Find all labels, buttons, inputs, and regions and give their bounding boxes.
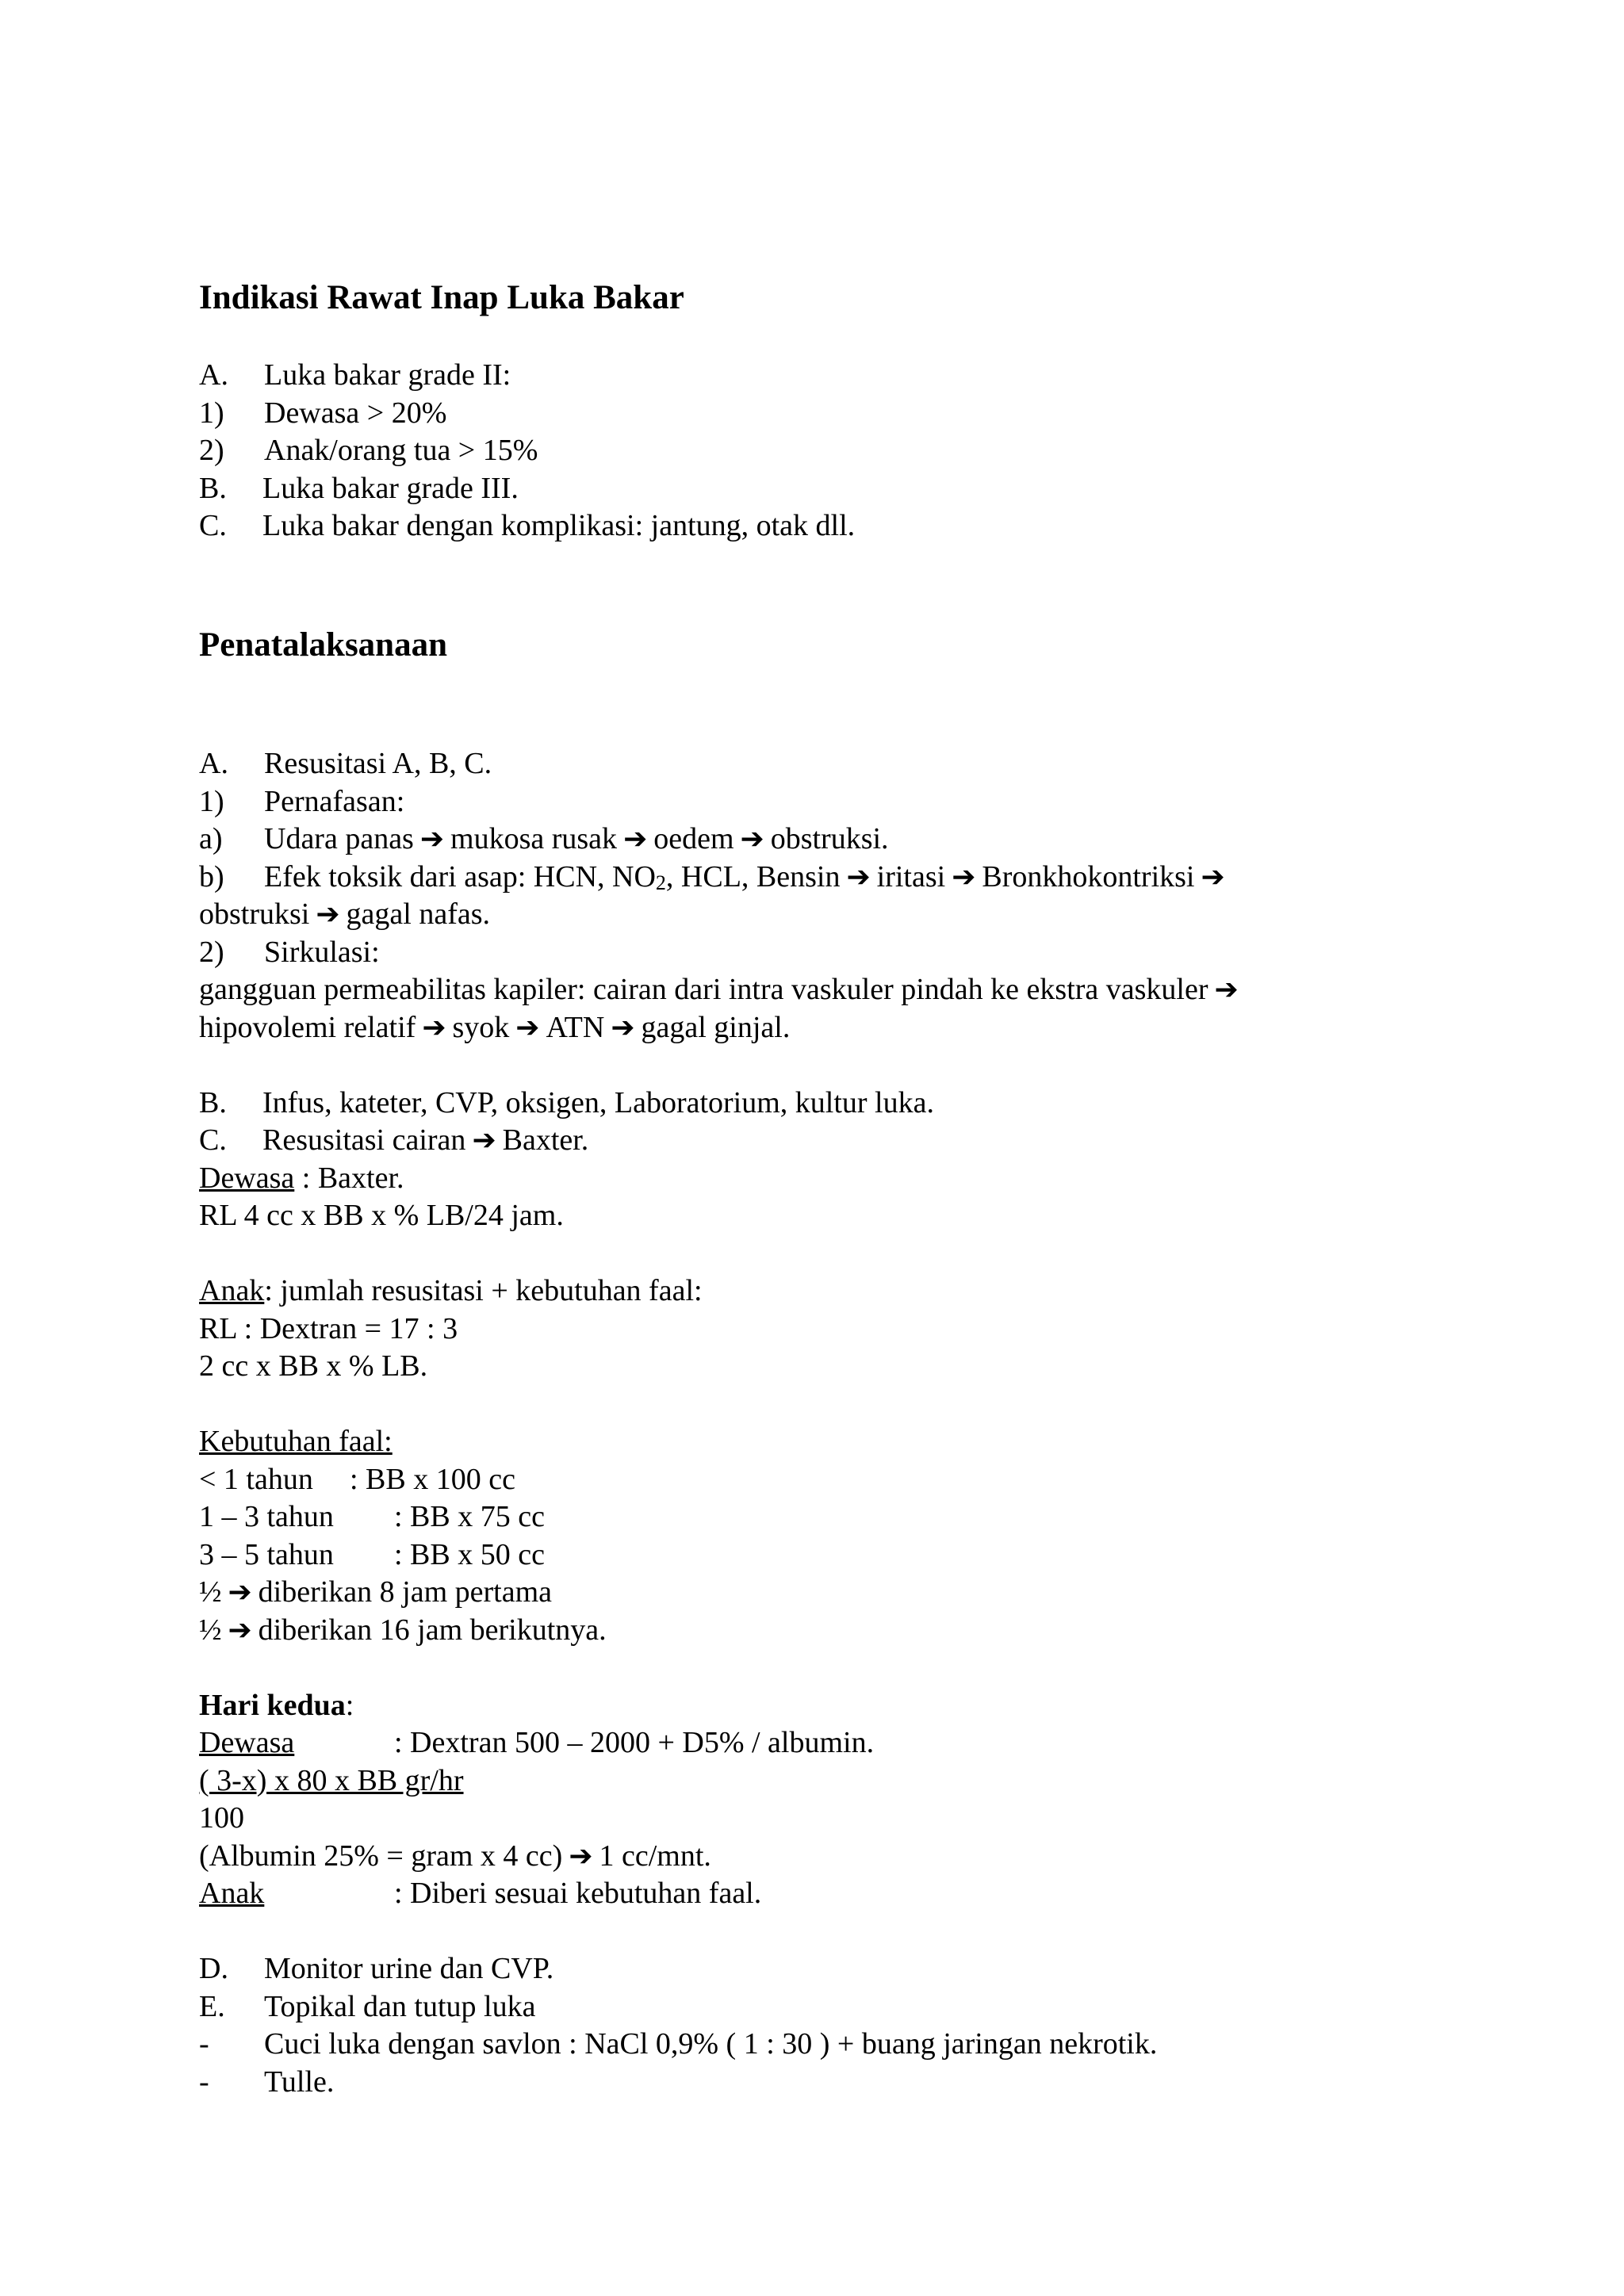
arrow-right-icon: ➔ [611,1011,635,1044]
day2-dewasa: Dewasa : Dextran 500 – 2000 + D5% / albumin. [199,1726,875,1759]
faal-title: Kebutuhan faal: [199,1425,393,1458]
faal-row: < 1 tahun : BB x 100 cc [199,1462,515,1496]
day2-formula-denominator: 100 [199,1801,244,1835]
arrow-right-icon: ➔ [740,823,764,855]
circulation-line-1: gangguan permeabilitas kapiler: cairan dari intra vaskuler pindah ke ekstra vaskuler ➔ [199,971,1436,1009]
arrow-right-icon: ➔ [422,1011,446,1044]
item-e: E. Topikal dan tutup luka [199,1989,536,2023]
circulation-line-2: hipovolemi relatif ➔ syok ➔ ATN ➔ gagal ginjal. [199,1009,1436,1047]
list-item: 2) Anak/orang tua > 15% [199,434,538,467]
anak-formula: 2 cc x BB x % LB. [199,1349,428,1383]
arrow-right-icon: ➔ [623,823,648,855]
anak-line: Anak: jumlah resusitasi + kebutuhan faal: [199,1274,703,1307]
item-a: A. Resusitasi A, B, C. [199,747,492,780]
item-b: B. Infus, kateter, CVP, oksigen, Laboratorium, kultur luka. [199,1085,934,1119]
item-a2: 2) Sirkulasi: [199,935,380,969]
day2-anak: Anak : Diberi sesuai kebutuhan faal. [199,1877,762,1910]
arrow-right-icon: ➔ [472,1124,496,1157]
arrow-right-icon: ➔ [952,860,976,894]
list-item: C. Luka bakar dengan komplikasi: jantung, otak dll. [199,509,856,542]
rl-formula: RL 4 cc x BB x % LB/24 jam. [199,1199,564,1232]
penatalaksanaan-body [199,745,1436,2101]
ratio-line: RL : Dextran = 17 : 3 [199,1311,458,1345]
arrow-right-icon: ➔ [1214,974,1239,1006]
indikasi-list [199,357,1436,545]
faal-row: 3 – 5 tahun : BB x 50 cc [199,1537,545,1571]
title-indikasi: Indikasi Rawat Inap Luka Bakar [199,279,684,316]
arrow-right-icon: ➔ [419,823,445,855]
list-item: 1) Dewasa > 20% [199,396,447,430]
day2-title: Hari kedua: [199,1688,354,1722]
arrow-right-icon: ➔ [846,860,871,894]
half-line-2: ½ ➔ diberikan 16 jam berikutnya. [199,1612,1436,1650]
arrow-right-icon: ➔ [316,898,340,931]
day2-formula-numerator: ( 3-x) x 80 x BB gr/hr [199,1763,464,1797]
arrow-right-icon: ➔ [569,1839,593,1873]
list-item: B. Luka bakar grade III. [199,471,519,505]
list-item: A. Luka bakar grade II: [199,358,511,392]
dash-item: - Cuci luka dengan savlon : NaCl 0,9% ( 1 : 30 ) + buang jaringan nekrotik. [199,2027,1158,2061]
arrow-right-icon: ➔ [515,1011,540,1044]
item-c: C. Resusitasi cairan ➔ Baxter. [199,1122,1436,1160]
item-ab: b) Efek toksik dari asap: HCN, $NO_2$, HCL, Bensin ➔ iritasi ➔ Bronkhokontriksi ➔ [199,859,1436,897]
item-aa: a) Udara panas ➔ mukosa rusak ➔ oedem ➔ obstruksi. [199,821,1436,859]
dash-item: - Tulle. [199,2064,335,2099]
faal-row: 1 – 3 tahun : BB x 75 cc [199,1500,545,1533]
item-a1: 1) Pernafasan: [199,784,405,818]
item-d: D. Monitor urine dan CVP. [199,1952,554,1985]
arrow-right-icon: ➔ [228,1576,252,1609]
arrow-right-icon: ➔ [1201,860,1225,894]
dewasa-line: Dewasa : Baxter. [199,1161,404,1195]
arrow-right-icon: ➔ [228,1613,252,1647]
title-penatalaksanaan: Penatalaksanaan [199,626,448,664]
half-line-1: ½ ➔ diberikan 8 jam pertama [199,1574,1436,1612]
item-ab-cont: obstruksi ➔ gagal nafas. [199,896,1436,934]
albumin-line: (Albumin 25% = gram x 4 cc) ➔ 1 cc/mnt. [199,1838,1436,1876]
